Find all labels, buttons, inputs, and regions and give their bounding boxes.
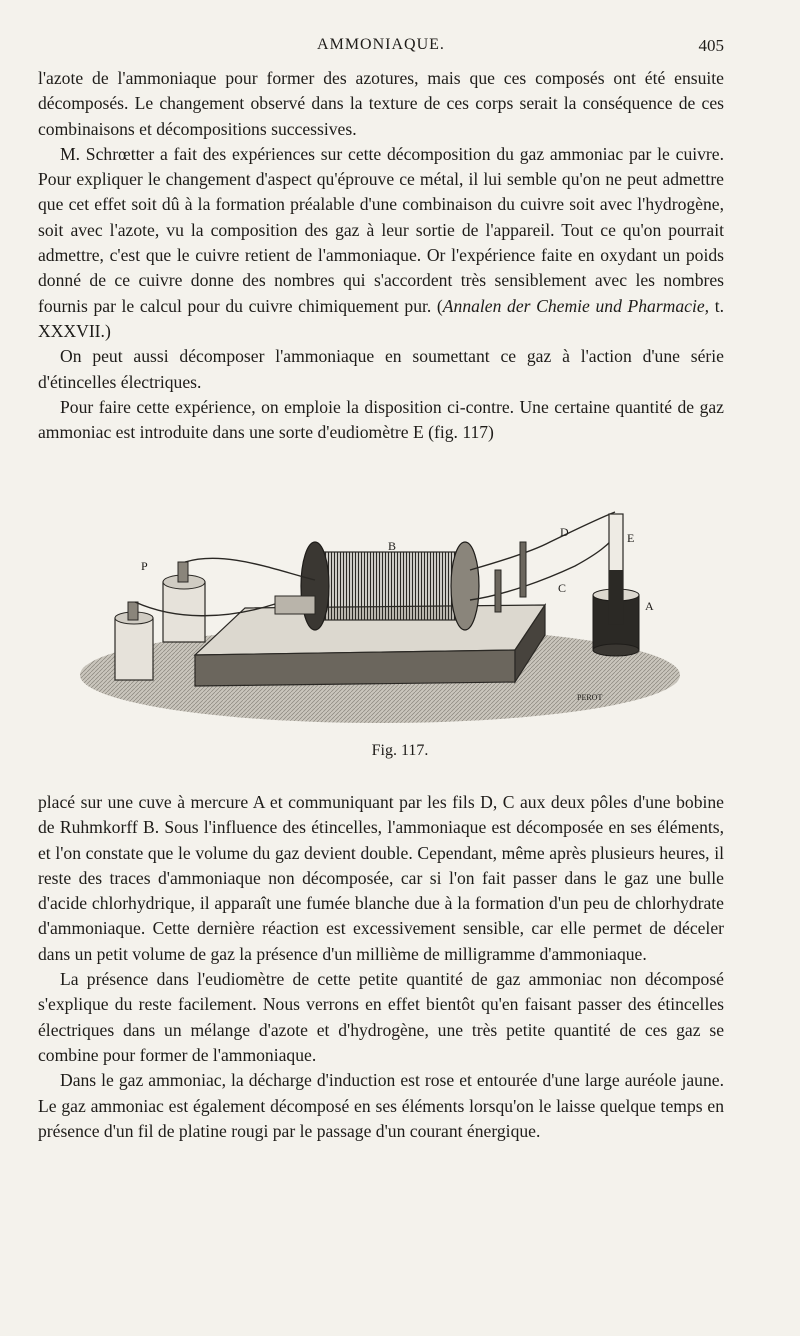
label-d: D [560, 525, 569, 539]
paragraph: Pour faire cette expérience, on emploie la disposition ci-contre. Une certaine quantité de gaz ammoniac est introduite dans une sorte d'eudiomètre E (fig. 117) [38, 396, 724, 443]
label-b: B [388, 539, 397, 553]
paragraph: placé sur une cuve à mercure A et communiquant par les fils D, C aux deux pôles d'une bobine de Ruhmkorff B. Sous l'influence des étincelles, l'ammoniaque est décomposée en ses éléments, et l'on constate que le volume du gaz devient double. Cependant, même après plusieurs heures, il reste des traces d'ammoniaque non décomposée, car si l'on fait passer dans le gaz une bulle d'acide chlorhydrique, il apparaît une fumée blanche due à la formation d'un peu de chlorhydrate d'ammoniaque. Cette dernière réaction est excessivement sensible, car elle permet de déceler dans un petit volume de gaz la présence d'un millième de milligramme d'ammoniaque. [38, 792, 724, 964]
text-block-bottom [38, 790, 724, 1144]
eudiometer-tube [609, 514, 623, 624]
paragraph: l'azote de l'ammoniaque pour former des azotures, mais que ces composés ont été ensuite décomposés. Le changement observé dans la texture de ces corps serait la conséquence de ces combinaisons et décompositions successives. [38, 68, 724, 139]
paragraph [38, 142, 724, 344]
page-number: 405 [698, 36, 724, 55]
text-block-top [38, 66, 724, 445]
citation-tail: t. XXXVII.) [38, 295, 724, 341]
ruhmkorff-coil [275, 542, 479, 630]
page-header [38, 36, 724, 58]
paragraph: La présence dans l'eudiomètre de cette petite quantité de gaz ammoniac non décomposé s'explique du reste facilement. Nous verrons en effet bientôt qu'en faisant passer des étincelles électriques dans un mélange d'azote et d'hydrogène, une très petite quantité de ces gaz se combine pour former de l'ammoniaque. [38, 969, 724, 1065]
paragraph-text: M. Schrœtter a fait des expériences sur cette décomposition du gaz ammoniac par le cuivre. Pour expliquer le changement d'aspect qu'éprouve ce métal, il lui semble qu'on ne peut admettre que cet effet soit dû à la formation préalable d'une combinaison du cuivre soit avec l'hydrogène, soit avec l'azote, vu la composition des gaz à leur sortie de l'appareil. Tout ce qu'on pourrait admettre, c'est que le cuivre retient de l'ammoniaque. Or l'expérience faite en oxydant un poids donné de ce cuivre donne des nombres qui s'accordent très sensiblement avec les nombres fournis par le calcul pour du cuivre chimiquement pur. ( [38, 143, 724, 316]
terminal-posts [495, 542, 526, 612]
paragraph: On peut aussi décomposer l'ammoniaque en soumettant ce gaz à l'action d'une série d'étincelles électriques. [38, 346, 724, 392]
figure-caption: Fig. 117. [371, 742, 429, 759]
label-c: C [558, 581, 567, 595]
engraver-signature: PEROT [577, 693, 603, 702]
paragraph: Dans le gaz ammoniac, la décharge d'induction est rose et entourée d'une large auréole jaune. Le gaz ammoniac est également décomposé en ses éléments lorsqu'on le laisse quelque temps en présence d'un fil de platine rougi par le passage d'un courant énergique. [38, 1070, 724, 1141]
label-a: A [645, 599, 654, 613]
label-e: E [627, 531, 635, 545]
label-p: P [141, 559, 148, 573]
citation-title: Annalen der Chemie und Pharmacie, [442, 295, 710, 316]
figure-117-illustration [75, 500, 690, 730]
running-title: AMMONIAQUE. [317, 36, 445, 53]
